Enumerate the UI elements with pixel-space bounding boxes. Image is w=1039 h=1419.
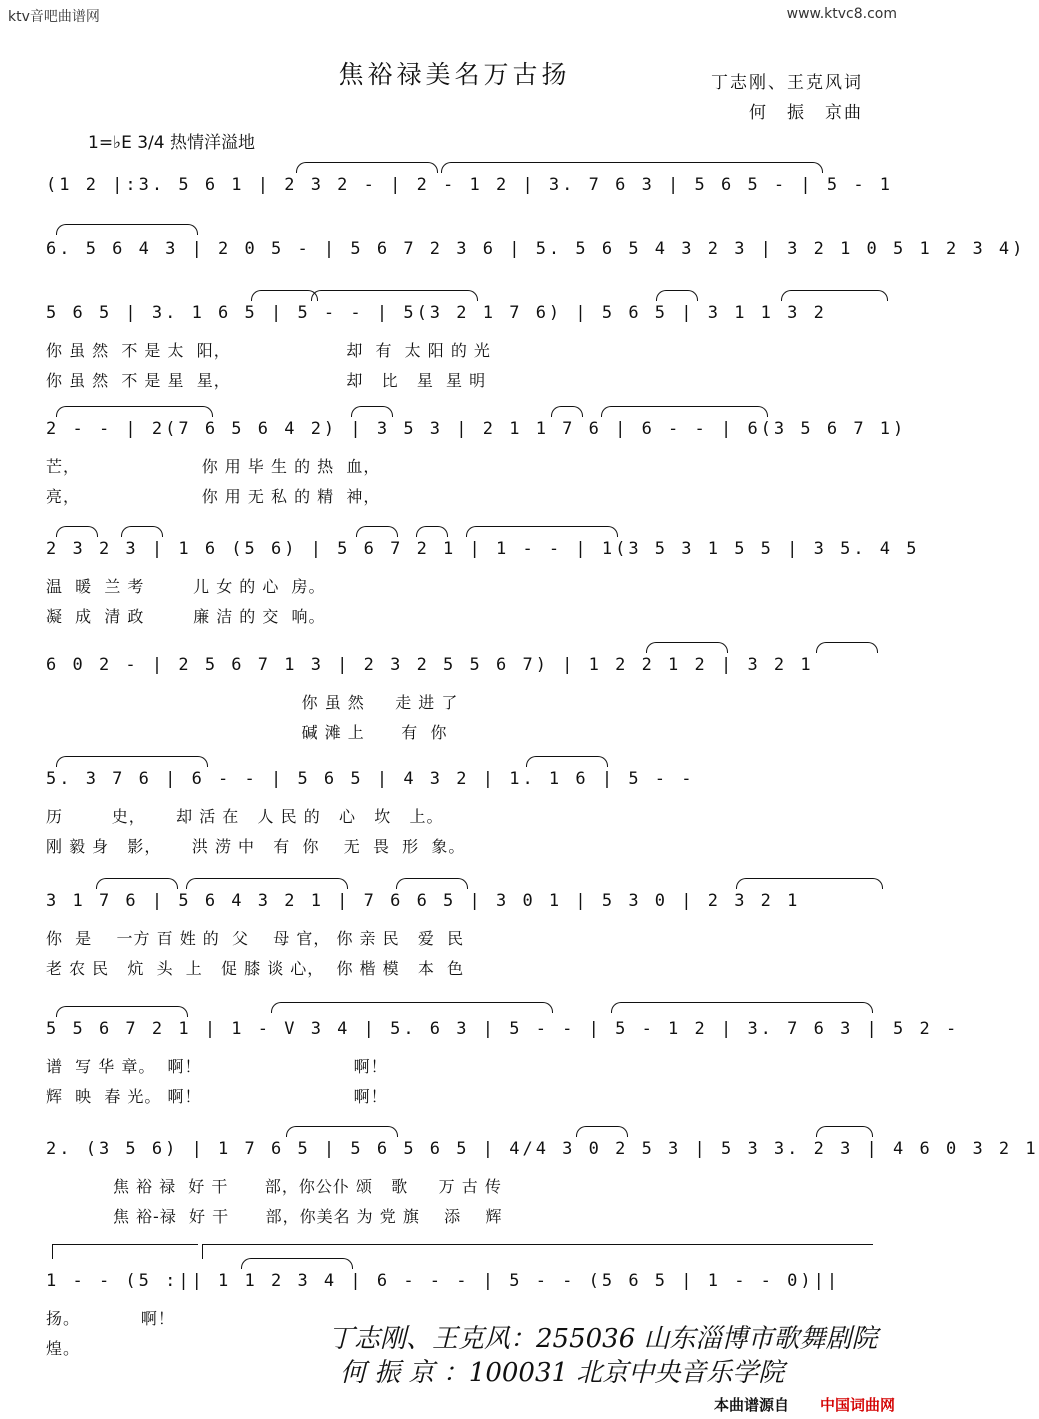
score-row xyxy=(46,296,878,396)
lyrics-verse-1: 你 虽 然 走 进 了 xyxy=(46,693,459,712)
site-watermark-left: ktv音吧曲谱网 xyxy=(8,9,100,25)
score-row xyxy=(46,532,920,632)
composer-credit: 何 振 京曲 xyxy=(749,103,863,123)
site-watermark-right: www.ktvc8.com xyxy=(786,6,897,22)
lyrics-verse-1: 扬。 啊！ xyxy=(46,1309,175,1328)
lyrics-verse-2: 碱 滩 上 有 你 xyxy=(46,723,448,742)
notation-line: 1 - - (5 :|| 1 1 2 3 4 | 6 - - - | 5 - - (5 6 5 | 1 - - 0)|| xyxy=(46,1271,841,1291)
notation-line: 5 6 5 | 3. 1 6 5 | 5 - - | 5(3 2 1 7 6) | 5 6 5 | 3 1 1 3 2 xyxy=(46,303,827,323)
handwritten-contact-1: 丁志刚、王克风：255036 山东淄博市歌舞剧院 xyxy=(328,1324,878,1354)
lyrics-verse-1: 芒， 你 用 毕 生 的 热 血， xyxy=(46,457,381,476)
lyricist-credit: 丁志刚、王克风词 xyxy=(711,73,863,93)
notation-line: 2. (3 5 6) | 1 7 6 5 | 5 6 5 6 5 | 4/4 3 0 2 5 3 | 5 3 3. 2 3 | 4 6 0 3 2 1 xyxy=(46,1139,1039,1159)
lyrics-verse-2: 煌。 xyxy=(46,1339,81,1358)
lyrics-verse-1: 你 虽 然 不 是 太 阳， 却 有 太 阳 的 光 xyxy=(46,341,491,360)
lyrics-verse-1: 你 是 一方 百 姓 的 父 母 官， 你 亲 民 爱 民 xyxy=(46,929,465,948)
notation-line: 6 0 2 - | 2 5 6 7 1 3 | 2 3 2 5 5 6 7) | 1 2 2 1 2 | 3 2 1 xyxy=(46,655,814,675)
source-site: 中国词曲网 xyxy=(819,1396,895,1414)
score-row xyxy=(46,884,878,984)
notation-line: 2 3 2 3 | 1 6 (5 6) | 5 6 7 2 1 | 1 - - | 1(3 5 3 1 5 5 | 3 5. 4 5 xyxy=(46,539,920,559)
notation-line: 3 1 7 6 | 5 6 4 3 2 1 | 7 6 6 5 | 3 0 1 | 5 3 0 | 2 3 2 1 xyxy=(46,891,801,911)
score-row xyxy=(46,648,878,748)
score-row xyxy=(46,762,878,862)
lyrics-verse-1: 历 史， 却 活 在 人 民 的 心 坎 上。 xyxy=(46,807,444,826)
score-row xyxy=(46,1012,960,1112)
lyrics-verse-2: 凝 成 清 政 廉 洁 的 交 响。 xyxy=(46,607,326,626)
lyrics-verse-2: 你 虽 然 不 是 星 星， 却 比 星 星 明 xyxy=(46,371,487,390)
score-row xyxy=(46,412,907,512)
score-row xyxy=(46,168,894,208)
key-tempo-marking: 1=♭E 3/4 热情洋溢地 xyxy=(88,133,255,153)
notation-line: 5 5 6 7 2 1 | 1 - V 3 4 | 5. 6 3 | 5 - - | 5 - 1 2 | 3. 7 6 3 | 5 2 - xyxy=(46,1019,960,1039)
notation-line: 5. 3 7 6 | 6 - - | 5 6 5 | 4 3 2 | 1. 1 6 | 5 - - xyxy=(46,769,695,789)
lyrics-verse-1: 温 暖 兰 考 儿 女 的 心 房。 xyxy=(46,577,326,596)
lyrics-verse-2: 老 农 民 炕 头 上 促 膝 谈 心， 你 楷 模 本 色 xyxy=(46,959,465,978)
notation-line: 2 - - | 2(7 6 5 6 4 2) | 3 5 3 | 2 1 1 7 6 | 6 - - | 6(3 5 6 7 1) xyxy=(46,419,907,439)
notation-line: 6. 5 6 4 3 | 2 0 5 - | 5 6 7 2 3 6 | 5. 5 6 5 4 3 2 3 | 3 2 1 0 5 1 2 3 4) xyxy=(46,239,1026,259)
lyrics-verse-2: 辉 映 春 光。 啊！ 啊！ xyxy=(46,1087,388,1106)
volta-bracket-2 xyxy=(202,1244,873,1259)
notation-line: (1 2 |:3. 5 6 1 | 2 3 2 - | 2 - 1 2 | 3. 7 6 3 | 5 6 5 - | 5 - 1 xyxy=(46,175,894,195)
volta-bracket-1 xyxy=(52,1244,198,1259)
lyrics-verse-2: 亮， 你 用 无 私 的 精 神， xyxy=(46,487,381,506)
lyrics-verse-1: 谱 写 华 章。 啊！ 啊！ xyxy=(46,1057,388,1076)
lyrics-verse-2: 焦 裕-禄 好 干 部，你美名 为 党 旗 添 辉 xyxy=(46,1207,503,1226)
score-row xyxy=(46,232,1026,272)
song-title: 焦裕禄美名万古扬 xyxy=(338,60,571,89)
source-label: 本曲谱源自 xyxy=(713,1396,789,1414)
lyrics-verse-1: 焦 裕 禄 好 干 部，你公仆 颂 歌 万 古 传 xyxy=(46,1177,502,1196)
score-row xyxy=(46,1132,1039,1232)
lyrics-verse-2: 刚 毅 身 影， 洪 涝 中 有 你 无 畏 形 象。 xyxy=(46,837,466,856)
handwritten-contact-2: 何 振 京 ：100031 北京中央音乐学院 xyxy=(340,1358,785,1388)
